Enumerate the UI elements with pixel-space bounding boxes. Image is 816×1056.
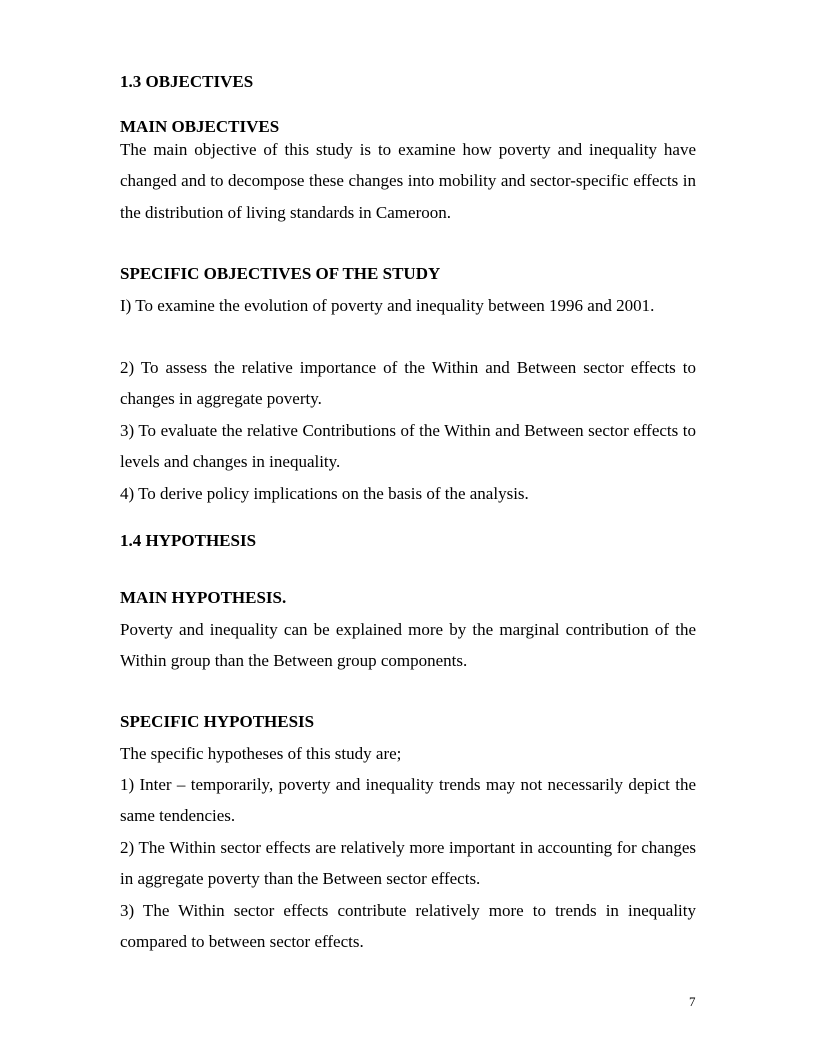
- specific-objective-item: 4) To derive policy implications on the basis of the analysis.: [120, 484, 529, 503]
- section-hypothesis-title: 1.4 HYPOTHESIS: [120, 531, 257, 550]
- specific-hypothesis-heading: SPECIFIC HYPOTHESIS: [120, 712, 315, 731]
- specific-hypothesis-item: 3) The Within sector effects contribute relatively more to trends in inequality compared to between sector effects.: [120, 901, 696, 952]
- main-hypothesis-heading: MAIN HYPOTHESIS.: [120, 588, 287, 607]
- specific-objectives-heading: SPECIFIC OBJECTIVES OF THE STUDY: [120, 264, 441, 283]
- page-number: 7: [689, 994, 696, 1009]
- specific-objective-item: 2) To assess the relative importance of the Within and Between sector effects to changes in aggregate poverty.: [120, 358, 696, 409]
- section-objectives-title: 1.3 OBJECTIVES: [120, 72, 254, 91]
- specific-hypothesis-item: 2) The Within sector effects are relatively more important in accounting for changes in aggregate poverty than the Between sector effects.: [120, 838, 696, 889]
- specific-objective-item: I) To examine the evolution of poverty and inequality between 1996 and 2001.: [120, 296, 655, 315]
- main-hypothesis-paragraph: Poverty and inequality can be explained more by the marginal contribution of the Within group than the Between group components.: [120, 620, 696, 671]
- specific-hypothesis-item: 1) Inter – temporarily, poverty and inequality trends may not necessarily depict the same tendencies.: [120, 775, 696, 826]
- specific-objective-item: 3) To evaluate the relative Contributions of the Within and Between sector effects to levels and changes in inequality.: [120, 421, 696, 472]
- main-objectives-heading: MAIN OBJECTIVES: [120, 117, 280, 136]
- specific-hypothesis-intro: The specific hypotheses of this study are;: [120, 744, 402, 763]
- main-objectives-paragraph: The main objective of this study is to examine how poverty and inequality have changed and to decompose these changes into mobility and sector-specific effects in the distribution of living standards in Cameroon.: [120, 140, 696, 222]
